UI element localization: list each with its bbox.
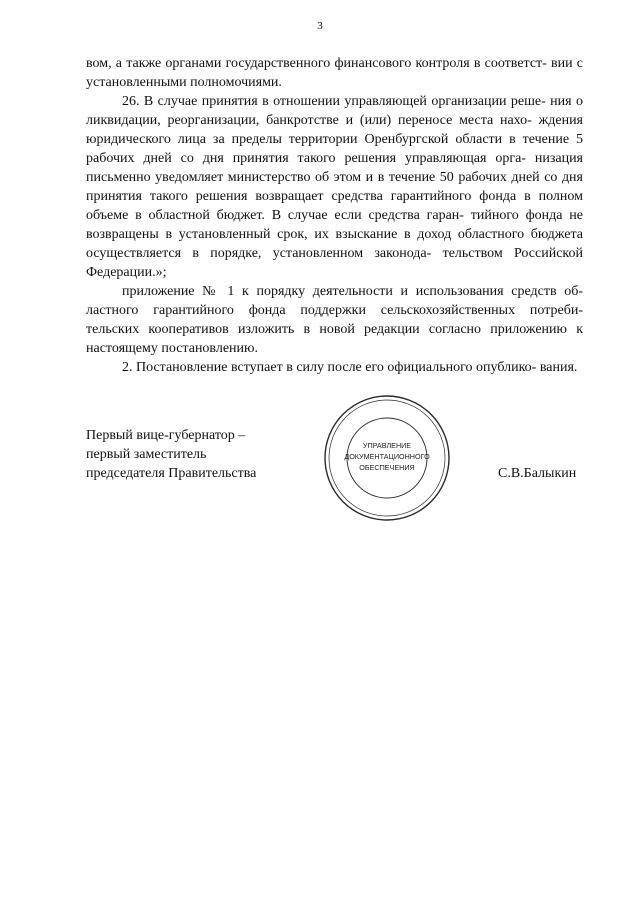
stamp-center-line: ДОКУМЕНТАЦИОННОГО <box>344 452 430 461</box>
page-number: 3 <box>317 20 323 32</box>
paragraph-continuation: вом, а также органами государственного финансового контроля в соответст- вии с установленными полномочиями. <box>86 56 583 90</box>
stamp-center-line: ОБЕСПЕЧЕНИЯ <box>359 463 415 472</box>
signatory-title <box>86 426 256 483</box>
signatory-title-line: председателя Правительства <box>86 466 257 481</box>
signatory-title-line: Первый вице-губернатор – <box>86 428 246 443</box>
document-body <box>86 54 583 377</box>
paragraph-effective: 2. Постановление вступает в силу после его официального опублико- вания. <box>122 360 578 375</box>
paragraph-appendix: приложение № 1 к порядку деятельности и использования средств об- ластного гарантийного фонда поддержки сельскохозяйственных потреби- тельских кооперативов изложить в новой редакции согласно приложению к настоящему постановлению. <box>86 284 583 356</box>
signer-name: С.В.Балыкин <box>498 466 577 481</box>
stamp-seal-graphic <box>322 393 452 523</box>
stamp-center-line: УПРАВЛЕНИЕ <box>362 441 412 450</box>
paragraph-item-26: 26. В случае принятия в отношении управляющей организации реше- ния о ликвидации, реорганизации, банкротстве и (или) переносе места нахо- ждения юридического лица за пределы территории Оренбургской области в течение 5 рабочих дней со дня принятия такого решения управляющая орга- низация письменно уведомляет министерство об этом и в течение 50 рабочих дней со дня принятия такого решения возвращает средства гарантийного фонда в полном объеме в областной бюджет. В случае если средства гаран- тийного фонда не возвращены в установленный срок, их взыскание в доход областного бюджета осуществляется в порядке, установленном законода- тельством Российской Федерации.»; <box>86 94 583 280</box>
signatory-title-line: первый заместитель <box>86 447 207 462</box>
official-stamp <box>322 393 452 523</box>
